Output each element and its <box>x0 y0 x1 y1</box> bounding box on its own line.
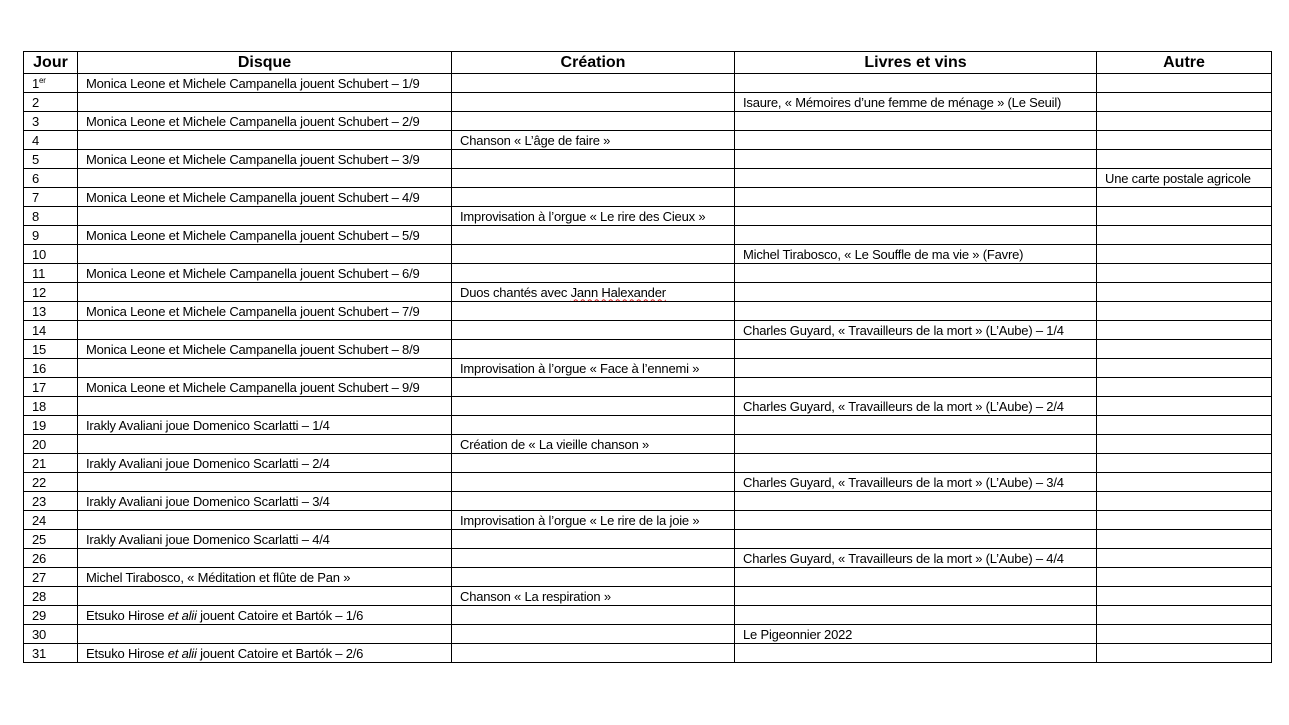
cell-livres-et-vins <box>735 131 1097 150</box>
day-number: 25 <box>32 531 47 547</box>
table-row <box>24 435 1272 454</box>
cell-disque: Monica Leone et Michele Campanella jouent Schubert – 3/9 <box>78 150 452 169</box>
cell-autre <box>1097 283 1272 302</box>
cell-livres-et-vins: Charles Guyard, « Travailleurs de la mort » (L’Aube) – 4/4 <box>735 549 1097 568</box>
creation-text: Duos chantés avec <box>460 284 571 300</box>
cell-creation <box>452 606 735 625</box>
cell-autre <box>1097 454 1272 473</box>
cell-livres-et-vins <box>735 454 1097 473</box>
table-row <box>24 625 1272 644</box>
day-number: 20 <box>32 436 47 452</box>
cell-creation <box>452 188 735 207</box>
table-row <box>24 530 1272 549</box>
cell-disque <box>78 473 452 492</box>
table-row <box>24 511 1272 530</box>
cell-disque <box>78 606 452 625</box>
cell-livres-et-vins: Charles Guyard, « Travailleurs de la mort » (L’Aube) – 1/4 <box>735 321 1097 340</box>
cell-autre <box>1097 587 1272 606</box>
cell-disque <box>78 587 452 606</box>
cell-livres-et-vins <box>735 226 1097 245</box>
cell-livres-et-vins: Isaure, « Mémoires d’une femme de ménage » (Le Seuil) <box>735 93 1097 112</box>
cell-jour <box>24 188 78 207</box>
disque-text: jouent Catoire et Bartók – 1/6 <box>196 607 364 623</box>
table-row <box>24 568 1272 587</box>
cell-disque: Monica Leone et Michele Campanella jouent Schubert – 6/9 <box>78 264 452 283</box>
cell-autre <box>1097 131 1272 150</box>
cell-jour <box>24 283 78 302</box>
cell-livres-et-vins <box>735 492 1097 511</box>
cell-disque <box>78 625 452 644</box>
disque-italic-text: et alii <box>167 645 197 661</box>
cell-disque: Irakly Avaliani joue Domenico Scarlatti – 3/4 <box>78 492 452 511</box>
cell-livres-et-vins <box>735 378 1097 397</box>
day-number: 17 <box>32 379 47 395</box>
cell-livres-et-vins <box>735 302 1097 321</box>
cell-creation <box>452 245 735 264</box>
cell-jour <box>24 416 78 435</box>
cell-creation <box>452 340 735 359</box>
table-row <box>24 454 1272 473</box>
day-number: 29 <box>32 607 47 623</box>
day-ordinal-suffix: er <box>39 75 46 85</box>
creation-spellcheck-text: Jann Halexander <box>570 284 666 300</box>
cell-livres-et-vins: Michel Tirabosco, « Le Souffle de ma vie » (Favre) <box>735 245 1097 264</box>
cell-jour <box>24 112 78 131</box>
cell-autre <box>1097 492 1272 511</box>
cell-disque: Monica Leone et Michele Campanella jouent Schubert – 5/9 <box>78 226 452 245</box>
cell-autre <box>1097 359 1272 378</box>
schedule-body <box>24 74 1272 663</box>
cell-livres-et-vins <box>735 112 1097 131</box>
cell-autre <box>1097 511 1272 530</box>
cell-creation: Improvisation à l’orgue « Le rire des Cieux » <box>452 207 735 226</box>
cell-jour <box>24 359 78 378</box>
cell-jour <box>24 74 78 93</box>
cell-disque <box>78 169 452 188</box>
cell-jour <box>24 625 78 644</box>
cell-livres-et-vins <box>735 264 1097 283</box>
cell-creation <box>452 321 735 340</box>
cell-jour <box>24 150 78 169</box>
table-row <box>24 188 1272 207</box>
cell-creation <box>452 150 735 169</box>
table-row <box>24 302 1272 321</box>
cell-disque: Monica Leone et Michele Campanella jouent Schubert – 7/9 <box>78 302 452 321</box>
cell-creation <box>452 74 735 93</box>
cell-autre <box>1097 74 1272 93</box>
cell-creation: Improvisation à l’orgue « Le rire de la joie » <box>452 511 735 530</box>
cell-jour <box>24 530 78 549</box>
table-row <box>24 549 1272 568</box>
cell-creation <box>452 397 735 416</box>
day-number: 15 <box>32 341 47 357</box>
cell-creation: Création de « La vieille chanson » <box>452 435 735 454</box>
table-row <box>24 245 1272 264</box>
cell-livres-et-vins <box>735 568 1097 587</box>
cell-disque <box>78 644 452 663</box>
day-number: 12 <box>32 284 47 300</box>
cell-autre <box>1097 568 1272 587</box>
cell-creation <box>452 302 735 321</box>
cell-autre <box>1097 264 1272 283</box>
cell-autre <box>1097 397 1272 416</box>
cell-jour <box>24 435 78 454</box>
table-row <box>24 473 1272 492</box>
cell-livres-et-vins <box>735 169 1097 188</box>
cell-disque <box>78 321 452 340</box>
cell-disque: Monica Leone et Michele Campanella jouent Schubert – 9/9 <box>78 378 452 397</box>
cell-autre <box>1097 226 1272 245</box>
cell-disque <box>78 245 452 264</box>
cell-jour <box>24 397 78 416</box>
cell-creation <box>452 473 735 492</box>
day-number: 13 <box>32 303 47 319</box>
cell-livres-et-vins <box>735 340 1097 359</box>
cell-disque <box>78 93 452 112</box>
day-number: 27 <box>32 569 47 585</box>
table-row <box>24 207 1272 226</box>
cell-livres-et-vins <box>735 150 1097 169</box>
cell-jour <box>24 264 78 283</box>
header-jour: Jour <box>24 52 78 74</box>
table-row <box>24 492 1272 511</box>
header-disque: Disque <box>78 52 452 74</box>
cell-livres-et-vins <box>735 587 1097 606</box>
day-number: 1 <box>32 75 40 91</box>
cell-jour <box>24 492 78 511</box>
cell-autre <box>1097 207 1272 226</box>
day-number: 9 <box>32 227 40 243</box>
cell-autre <box>1097 549 1272 568</box>
cell-autre <box>1097 416 1272 435</box>
table-row <box>24 226 1272 245</box>
disque-italic-text: et alii <box>167 607 197 623</box>
cell-livres-et-vins <box>735 511 1097 530</box>
day-number: 5 <box>32 151 40 167</box>
header-autre: Autre <box>1097 52 1272 74</box>
cell-livres-et-vins <box>735 188 1097 207</box>
cell-autre <box>1097 302 1272 321</box>
cell-jour <box>24 340 78 359</box>
cell-jour <box>24 454 78 473</box>
cell-livres-et-vins <box>735 207 1097 226</box>
cell-creation: Chanson « L’âge de faire » <box>452 131 735 150</box>
cell-jour <box>24 473 78 492</box>
cell-jour <box>24 93 78 112</box>
day-number: 26 <box>32 550 47 566</box>
cell-disque <box>78 207 452 226</box>
cell-disque: Monica Leone et Michele Campanella jouent Schubert – 2/9 <box>78 112 452 131</box>
cell-livres-et-vins <box>735 74 1097 93</box>
cell-disque: Monica Leone et Michele Campanella jouent Schubert – 8/9 <box>78 340 452 359</box>
cell-creation <box>452 530 735 549</box>
cell-creation <box>452 625 735 644</box>
cell-livres-et-vins <box>735 416 1097 435</box>
cell-autre <box>1097 606 1272 625</box>
cell-autre <box>1097 150 1272 169</box>
cell-creation <box>452 264 735 283</box>
table-row <box>24 359 1272 378</box>
cell-creation <box>452 112 735 131</box>
disque-text: jouent Catoire et Bartók – 2/6 <box>196 645 364 661</box>
table-row <box>24 112 1272 131</box>
disque-text: Etsuko Hirose <box>86 607 168 623</box>
cell-jour <box>24 606 78 625</box>
cell-livres-et-vins: Le Pigeonnier 2022 <box>735 625 1097 644</box>
cell-disque: Michel Tirabosco, « Méditation et flûte de Pan » <box>78 568 452 587</box>
cell-creation <box>452 169 735 188</box>
header-creation: Création <box>452 52 735 74</box>
day-number: 21 <box>32 455 47 471</box>
cell-disque: Monica Leone et Michele Campanella jouent Schubert – 1/9 <box>78 74 452 93</box>
header-livres-et-vins: Livres et vins <box>735 52 1097 74</box>
cell-disque: Irakly Avaliani joue Domenico Scarlatti – 1/4 <box>78 416 452 435</box>
cell-autre <box>1097 644 1272 663</box>
cell-jour <box>24 378 78 397</box>
cell-jour <box>24 321 78 340</box>
cell-livres-et-vins: Charles Guyard, « Travailleurs de la mort » (L’Aube) – 2/4 <box>735 397 1097 416</box>
day-number: 3 <box>32 113 40 129</box>
header-row <box>24 52 1272 74</box>
cell-livres-et-vins <box>735 435 1097 454</box>
cell-creation <box>452 568 735 587</box>
cell-creation: Improvisation à l’orgue « Face à l’ennemi » <box>452 359 735 378</box>
table-row <box>24 150 1272 169</box>
cell-jour <box>24 131 78 150</box>
cell-jour <box>24 587 78 606</box>
cell-creation <box>452 416 735 435</box>
cell-autre <box>1097 473 1272 492</box>
day-number: 30 <box>32 626 47 642</box>
day-number: 19 <box>32 417 47 433</box>
cell-autre <box>1097 321 1272 340</box>
cell-creation <box>452 226 735 245</box>
cell-disque <box>78 435 452 454</box>
day-number: 24 <box>32 512 47 528</box>
table-row <box>24 587 1272 606</box>
day-number: 16 <box>32 360 47 376</box>
cell-autre <box>1097 625 1272 644</box>
cell-autre <box>1097 188 1272 207</box>
table-row <box>24 283 1272 302</box>
cell-autre: Une carte postale agricole <box>1097 169 1272 188</box>
cell-jour <box>24 644 78 663</box>
table-row <box>24 416 1272 435</box>
cell-creation <box>452 644 735 663</box>
day-number: 6 <box>32 170 40 186</box>
cell-livres-et-vins: Charles Guyard, « Travailleurs de la mort » (L’Aube) – 3/4 <box>735 473 1097 492</box>
schedule-table <box>23 51 1272 663</box>
table-row <box>24 321 1272 340</box>
cell-disque <box>78 549 452 568</box>
cell-disque: Irakly Avaliani joue Domenico Scarlatti – 4/4 <box>78 530 452 549</box>
cell-livres-et-vins <box>735 359 1097 378</box>
day-number: 18 <box>32 398 47 414</box>
cell-autre <box>1097 435 1272 454</box>
table-row <box>24 644 1272 663</box>
cell-creation <box>452 492 735 511</box>
table-row <box>24 397 1272 416</box>
cell-disque <box>78 131 452 150</box>
table-row <box>24 169 1272 188</box>
cell-creation: Chanson « La respiration » <box>452 587 735 606</box>
cell-disque: Monica Leone et Michele Campanella jouent Schubert – 4/9 <box>78 188 452 207</box>
disque-text: Etsuko Hirose <box>86 645 168 661</box>
day-number: 28 <box>32 588 47 604</box>
day-number: 22 <box>32 474 47 490</box>
cell-creation <box>452 93 735 112</box>
cell-jour <box>24 302 78 321</box>
cell-livres-et-vins <box>735 606 1097 625</box>
cell-disque <box>78 511 452 530</box>
cell-disque <box>78 397 452 416</box>
cell-jour <box>24 549 78 568</box>
cell-jour <box>24 226 78 245</box>
cell-autre <box>1097 245 1272 264</box>
table-row <box>24 378 1272 397</box>
cell-autre <box>1097 112 1272 131</box>
cell-jour <box>24 169 78 188</box>
cell-jour <box>24 511 78 530</box>
cell-autre <box>1097 340 1272 359</box>
cell-disque <box>78 359 452 378</box>
day-number: 10 <box>32 246 47 262</box>
table-row <box>24 264 1272 283</box>
cell-disque: Irakly Avaliani joue Domenico Scarlatti – 2/4 <box>78 454 452 473</box>
day-number: 7 <box>32 189 40 205</box>
table-row <box>24 74 1272 93</box>
table-row <box>24 606 1272 625</box>
table-row <box>24 340 1272 359</box>
table-row <box>24 93 1272 112</box>
cell-disque <box>78 283 452 302</box>
cell-livres-et-vins <box>735 530 1097 549</box>
cell-livres-et-vins <box>735 283 1097 302</box>
day-number: 2 <box>32 94 40 110</box>
cell-creation <box>452 549 735 568</box>
cell-jour <box>24 568 78 587</box>
day-number: 8 <box>32 208 40 224</box>
cell-autre <box>1097 378 1272 397</box>
cell-jour <box>24 245 78 264</box>
cell-autre <box>1097 93 1272 112</box>
day-number: 31 <box>32 645 47 661</box>
day-number: 14 <box>32 322 47 338</box>
cell-creation <box>452 378 735 397</box>
cell-autre <box>1097 530 1272 549</box>
day-number: 11 <box>32 265 46 281</box>
cell-creation <box>452 454 735 473</box>
cell-livres-et-vins <box>735 644 1097 663</box>
day-number: 23 <box>32 493 47 509</box>
cell-creation <box>452 283 735 302</box>
day-number: 4 <box>32 132 40 148</box>
table-row <box>24 131 1272 150</box>
cell-jour <box>24 207 78 226</box>
